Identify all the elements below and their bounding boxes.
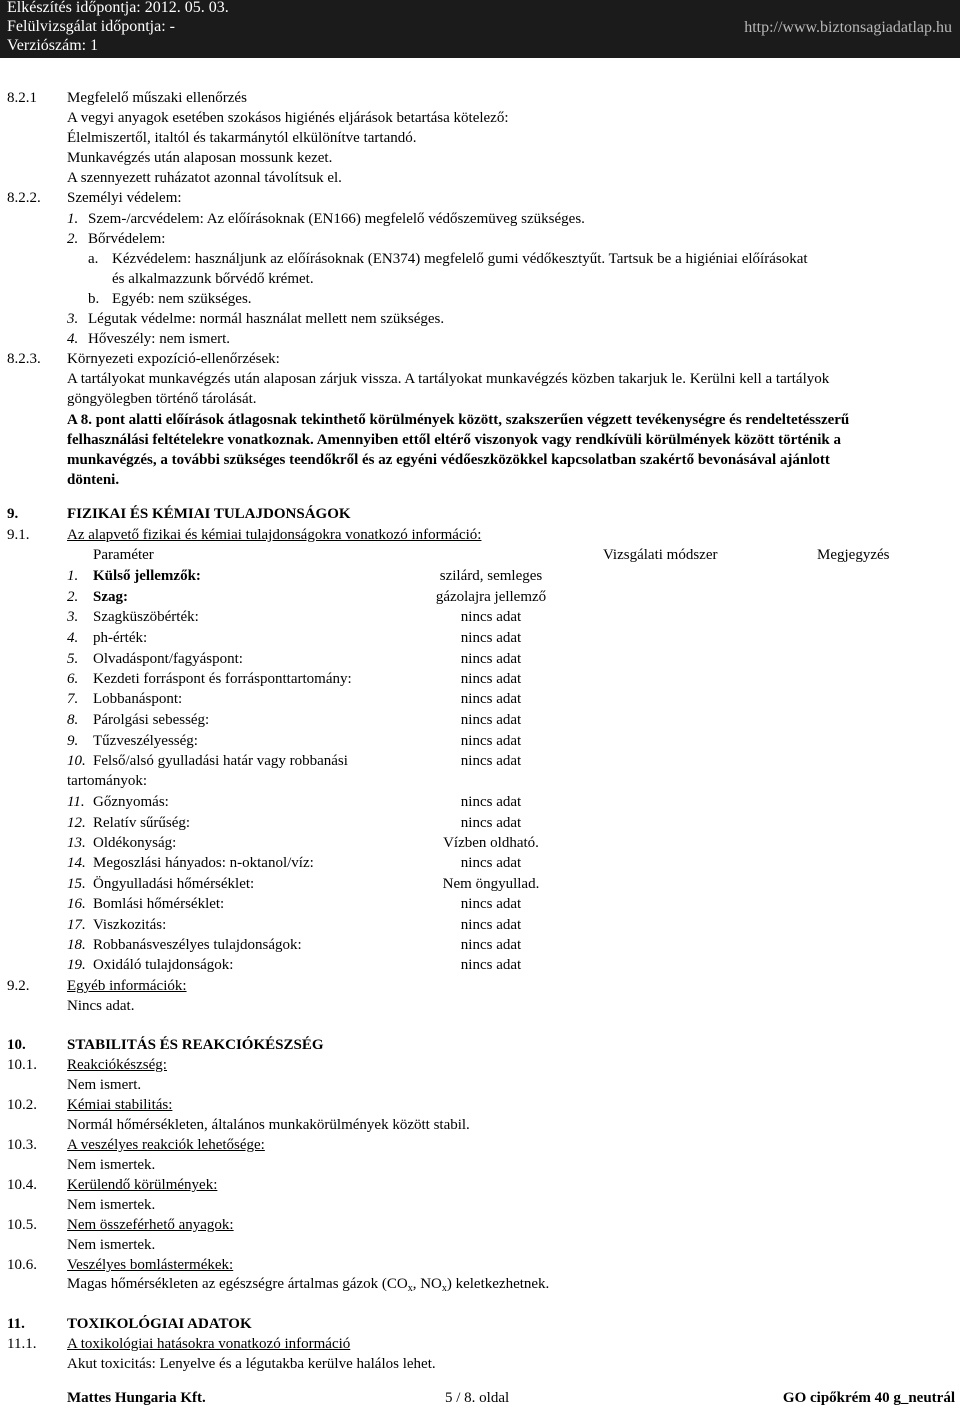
chapter-title: TOXIKOLÓGIAI ADATOK <box>67 1316 252 1332</box>
property-name: Szagküszöbérték: <box>93 609 199 625</box>
section-title: Egyéb információk: <box>67 978 187 994</box>
paragraph-line: A tartályokat munkavégzés után alaposan zárjuk vissza. A tartályokat munkavégzés közben takarjuk le. Kerülni kell a tartályok <box>67 371 830 387</box>
property-number: 2. <box>67 589 79 605</box>
decomposition-products-text: Magas hőmérsékleten az egészségre ártalmas gázok ($CO_x$, $NO_x$) keletkezhetnek. <box>67 1276 550 1294</box>
section-title: Megfelelő műszaki ellenőrzés <box>67 90 247 106</box>
column-header-parameter: Paraméter <box>93 547 154 563</box>
footer-company: Mattes Hungaria Kft. <box>67 1390 206 1406</box>
property-number: 4. <box>67 630 79 646</box>
list-number: 2. <box>67 231 79 247</box>
section-title: A toxikológiai hatásokra vonatkozó információ <box>67 1336 351 1352</box>
property-value: gázolajra jellemző <box>435 589 547 605</box>
section-title: Környezeti expozíció-ellenőrzések: <box>67 351 280 367</box>
section-number: 10.6. <box>7 1257 37 1273</box>
property-number: 15. <box>67 876 86 892</box>
section-title: Az alapvető fizikai és kémiai tulajdonságokra vonatkozó információ: <box>67 527 482 543</box>
property-value: nincs adat <box>460 794 522 810</box>
chapter-number: 10. <box>7 1037 26 1053</box>
property-number: 14. <box>67 855 86 871</box>
section-title: Reakciókészség: <box>67 1057 167 1073</box>
bold-paragraph-line: felhasználási feltételekre vonatkoznak. Amennyiben ettől eltérő viszonyok vagy rendkívüli körülmények között történik a <box>67 432 842 448</box>
section-number: 10.2. <box>7 1097 37 1113</box>
section-number: 9.2. <box>7 978 30 994</box>
footer-page-number: 5 / 8. oldal <box>445 1390 510 1406</box>
property-value: nincs adat <box>460 609 522 625</box>
property-value: nincs adat <box>460 957 522 973</box>
property-value: szilárd, semleges <box>439 568 543 584</box>
section-title: Nem összeférhető anyagok: <box>67 1217 234 1233</box>
bold-paragraph-line: dönteni. <box>67 472 120 488</box>
property-value: nincs adat <box>460 712 522 728</box>
property-value: nincs adat <box>460 937 522 953</box>
section-number: 10.1. <box>7 1057 37 1073</box>
revision-date: Felülvizsgálat időpontja: - <box>7 18 175 35</box>
bold-paragraph-line: A 8. pont alatti előírások átlagosnak tekinthető körülmények között, szakszerűen végzett tevékenységre és rendeltetésszerű <box>67 412 850 428</box>
property-value: nincs adat <box>460 691 522 707</box>
chapter-number: 11. <box>7 1316 25 1332</box>
footer-product: GO cipőkrém 40 g_neutrál <box>782 1390 955 1406</box>
property-value: Nem öngyullad. <box>442 876 540 892</box>
property-name: Lobbanáspont: <box>93 691 183 707</box>
property-name-continued: tartományok: <box>67 773 147 789</box>
property-number: 1. <box>67 568 79 584</box>
paragraph-line: göngyölegben történő tárolását. <box>67 391 257 407</box>
property-name: Szag: <box>93 589 128 605</box>
paragraph-line: Nem ismertek. <box>67 1157 156 1173</box>
paragraph-line: Nem ismert. <box>67 1077 142 1093</box>
property-number: 9. <box>67 733 79 749</box>
property-value: nincs adat <box>460 753 522 769</box>
section-number: 8.2.1 <box>7 90 37 106</box>
list-letter: a. <box>88 251 99 267</box>
version-number: Verziószám: 1 <box>7 37 99 54</box>
property-name: Tűzveszélyesség: <box>93 733 198 749</box>
section-title: A veszélyes reakciók lehetősége: <box>67 1137 265 1153</box>
property-number: 17. <box>67 917 86 933</box>
paragraph-line: Nem ismertek. <box>67 1197 156 1213</box>
bold-paragraph-line: munkavégzés, a további szükséges teendőkről és az egyéni védőeszközökkel kapcsolatban szakértő bevonásával ajánlott <box>67 452 830 468</box>
column-header-note: Megjegyzés <box>817 547 890 563</box>
section-title: Kerülendő körülmények: <box>67 1177 218 1193</box>
property-value: nincs adat <box>460 917 522 933</box>
property-name: Viszkozitás: <box>93 917 167 933</box>
section-title: Veszélyes bomlástermékek: <box>67 1257 234 1273</box>
property-name: Kezdeti forráspont és forrásponttartomány: <box>93 671 352 687</box>
property-value: nincs adat <box>460 815 522 831</box>
property-number: 7. <box>67 691 79 707</box>
chapter-number: 9. <box>7 506 19 522</box>
property-number: 18. <box>67 937 86 953</box>
created-date: Elkészítés időpontja: 2012. 05. 03. <box>7 0 229 16</box>
property-name: Olvadáspont/fagyáspont: <box>93 651 243 667</box>
property-name: Bomlási hőmérséklet: <box>93 896 225 912</box>
property-number: 13. <box>67 835 86 851</box>
property-name: Párolgási sebesség: <box>93 712 210 728</box>
property-name: Gőznyomás: <box>93 794 169 810</box>
list-number: 4. <box>67 331 79 347</box>
property-name: Oxidáló tulajdonságok: <box>93 957 234 973</box>
property-name: Felső/alsó gyulladási határ vagy robbanási <box>93 753 348 769</box>
section-number: 10.5. <box>7 1217 37 1233</box>
list-item: Egyéb: nem szükséges. <box>112 291 252 307</box>
paragraph-line: Normál hőmérsékleten, általános munkakörülmények között stabil. <box>67 1117 470 1133</box>
paragraph-line: Nem ismertek. <box>67 1237 156 1253</box>
property-number: 11. <box>67 794 85 810</box>
list-item: Kézvédelem: használjunk az előírásoknak (EN374) megfelelő gumi védőkesztyűt. Tartsuk be a higiéniai előírásokat <box>112 251 808 267</box>
property-number: 8. <box>67 712 79 728</box>
property-name: Oldékonyság: <box>93 835 177 851</box>
list-item: Bőrvédelem: <box>88 231 166 247</box>
column-header-method: Vizsgálati módszer <box>603 547 718 563</box>
section-title: Kémiai stabilitás: <box>67 1097 173 1113</box>
property-value: Vízben oldható. <box>443 835 539 851</box>
property-value: nincs adat <box>460 855 522 871</box>
section-number: 8.2.3. <box>7 351 41 367</box>
paragraph-line: Nincs adat. <box>67 998 135 1014</box>
property-number: 16. <box>67 896 86 912</box>
property-name: ph-érték: <box>93 630 148 646</box>
section-number: 10.3. <box>7 1137 37 1153</box>
property-number: 19. <box>67 957 86 973</box>
list-item-continued: és alkalmazzunk bőrvédő krémet. <box>112 271 314 287</box>
property-name: Öngyulladási hőmérséklet: <box>93 876 255 892</box>
chapter-title: STABILITÁS ÉS REAKCIÓKÉSZSÉG <box>67 1037 324 1053</box>
property-number: 6. <box>67 671 79 687</box>
property-name: Robbanásveszélyes tulajdonságok: <box>93 937 302 953</box>
property-value: nincs adat <box>460 671 522 687</box>
property-name: Megoszlási hányados: n-oktanol/víz: <box>93 855 314 871</box>
property-number: 5. <box>67 651 79 667</box>
property-number: 10. <box>67 753 86 769</box>
paragraph-line: A szennyezett ruházatot azonnal távolítsuk el. <box>67 170 342 186</box>
section-number: 9.1. <box>7 527 30 543</box>
website-url[interactable]: http://www.biztonsagiadatlap.hu <box>744 19 952 36</box>
list-item: Légutak védelme: normál használat mellett nem szükséges. <box>88 311 445 327</box>
property-number: 3. <box>67 609 79 625</box>
property-value: nincs adat <box>460 896 522 912</box>
list-number: 1. <box>67 211 79 227</box>
section-number: 10.4. <box>7 1177 37 1193</box>
document-header <box>0 0 960 58</box>
paragraph-line: A vegyi anyagok esetében szokásos higiénés eljárások betartása kötelező: <box>67 110 509 126</box>
section-title: Személyi védelem: <box>67 190 182 206</box>
list-number: 3. <box>67 311 79 327</box>
list-item: Szem-/arcvédelem: Az előírásoknak (EN166) megfelelő védőszemüveg szükséges. <box>88 211 585 227</box>
list-letter: b. <box>88 291 100 307</box>
property-value: nincs adat <box>460 651 522 667</box>
paragraph-line: Élelmiszertől, italtól és takarmánytól elkülönítve tartandó. <box>67 130 417 146</box>
property-name: Külső jellemzők: <box>93 568 201 584</box>
property-number: 12. <box>67 815 86 831</box>
chapter-title: FIZIKAI ÉS KÉMIAI TULAJDONSÁGOK <box>67 506 351 522</box>
paragraph-line: Munkavégzés után alaposan mossunk kezet. <box>67 150 333 166</box>
property-name: Relatív sűrűség: <box>93 815 191 831</box>
property-value: nincs adat <box>460 733 522 749</box>
paragraph-line: Akut toxicitás: Lenyelve és a légutakba kerülve halálos lehet. <box>67 1356 436 1372</box>
section-number: 11.1. <box>7 1336 37 1352</box>
list-item: Hőveszély: nem ismert. <box>88 331 231 347</box>
section-number: 8.2.2. <box>7 190 41 206</box>
property-value: nincs adat <box>460 630 522 646</box>
